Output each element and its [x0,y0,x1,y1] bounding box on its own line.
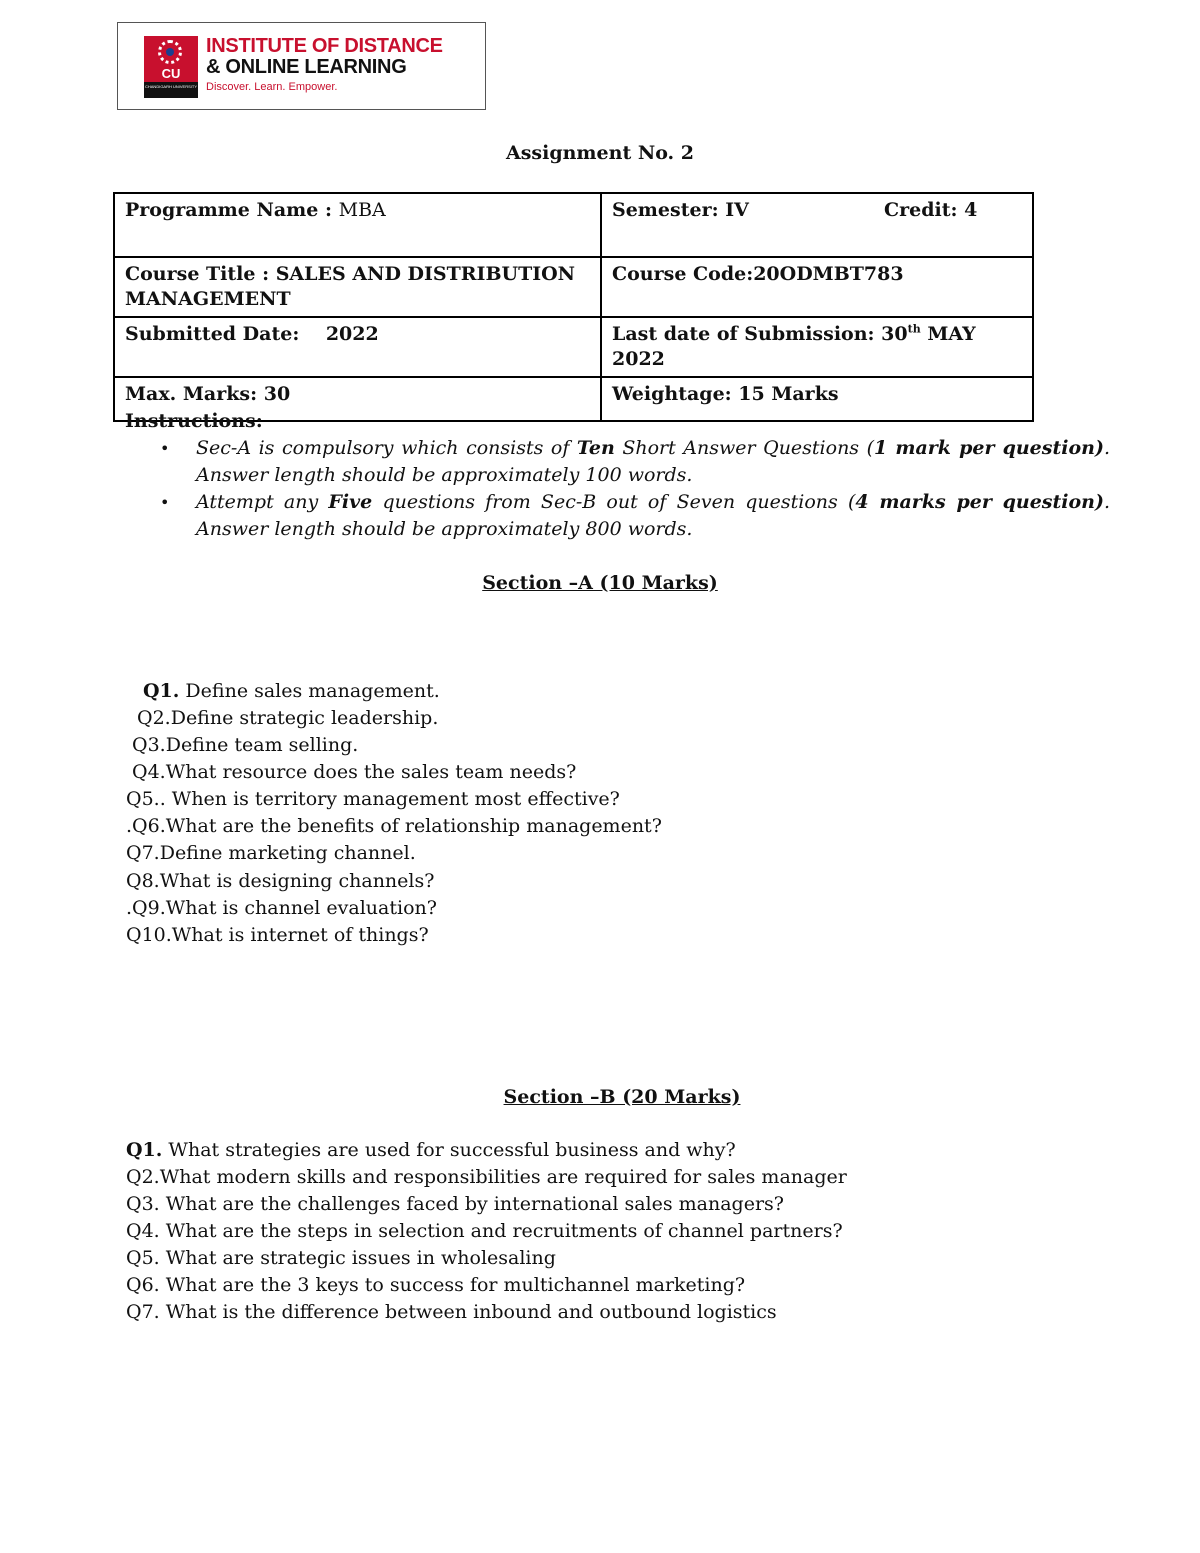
instruction-bold: 1 mark per question) [874,437,1104,459]
section-a-question: .Q9.What is channel evaluation? [126,897,437,919]
last-date-cell [601,317,1033,377]
logo-line2: & ONLINE LEARNING [206,56,407,78]
course-code-cell [601,257,1033,317]
section-a-question: Q7.Define marketing channel. [126,842,416,864]
programme-value: MBA [338,199,386,221]
section-a-question: Q5.. When is territory management most effective? [126,788,620,810]
section-b-question: Q3. What are the challenges faced by international sales managers? [126,1193,784,1215]
semester-credit-cell [601,193,1033,257]
section-b-question: Q4. What are the steps in selection and recruitments of channel partners? [126,1220,843,1242]
section-b-question: Q5. What are strategic issues in wholesaling [126,1247,556,1269]
logo-line1: INSTITUTE OF DISTANCE [206,35,443,57]
submitted-value: 2022 [325,323,379,345]
gear-emblem-icon [158,40,182,64]
max-marks: Max. Marks: 30 [125,383,291,405]
programme-cell [114,193,601,257]
last-date-suffix: MAY 2022 [612,323,976,370]
course-title-cell [114,257,601,317]
question-text: Define sales management. [179,680,440,702]
section-a-question [143,680,440,702]
info-row [114,317,1033,377]
section-a-question: Q3.Define team selling. [132,734,359,756]
university-emblem [144,36,198,98]
instruction-bold: 4 marks per question) [855,491,1104,513]
instruction-bold: Ten [576,437,615,459]
last-date-sup: th [907,322,921,336]
section-a-question: Q2.Define strategic leadership. [137,707,439,729]
course-title-line1: Course Title : SALES AND DISTRIBUTION [125,263,576,285]
info-row [114,193,1033,257]
instruction-item [160,489,1110,543]
instruction-text: . Answer length should be approximately 800 words. [196,491,1111,540]
emblem-subtext: CHANDIGARH UNIVERSITY [144,82,198,98]
emblem-text: CU [161,66,181,81]
instruction-text: . Answer length should be approximately 100 words. [196,437,1110,486]
question-label: Q1. [126,1139,163,1161]
instruction-text: Short Answer Questions ( [614,437,875,459]
logo-tagline: Discover. Learn. Empower. [206,81,338,93]
section-a-heading: Section –A (10 Marks) [482,572,718,594]
credit: Credit: 4 [884,199,978,221]
section-b-question: Q7. What is the difference between inbound and outbound logistics [126,1301,777,1323]
instruction-text: Sec-A is compulsory which consists of [196,437,577,459]
info-table [113,192,1034,422]
section-b-question: Q2.What modern skills and responsibilities are required for sales manager [126,1166,847,1188]
assignment-title: Assignment No. 2 [505,142,694,164]
instructions-label: Instructions: [125,410,263,432]
instruction-item [160,435,1110,489]
section-b-question: Q6. What are the 3 keys to success for multichannel marketing? [126,1274,746,1296]
course-code: Course Code:20ODMBT783 [612,263,904,285]
submitted-label: Submitted Date: [125,323,300,345]
programme-label: Programme Name : [125,199,332,221]
section-a-question: Q10.What is internet of things? [126,924,429,946]
course-title-line2: MANAGEMENT [125,288,291,310]
weightage-cell [601,377,1033,421]
info-row [114,257,1033,317]
section-a-question: Q4.What resource does the sales team needs? [132,761,577,783]
instruction-text: questions from Sec-B out of Seven questions ( [372,491,856,513]
section-b-heading: Section –B (20 Marks) [503,1086,741,1108]
last-date-prefix: Last date of Submission: 30 [612,323,908,345]
submitted-cell [114,317,601,377]
section-a-question: Q8.What is designing channels? [126,870,435,892]
instruction-bold: Five [328,491,373,513]
instruction-text: Attempt any [196,491,329,513]
instructions-list [160,435,1110,543]
weightage: Weightage: 15 Marks [612,383,839,405]
semester: Semester: IV [612,199,749,221]
question-text: What strategies are used for successful business and why? [162,1139,736,1161]
section-a-question: .Q6.What are the benefits of relationship management? [126,815,662,837]
institute-logo [117,22,486,110]
question-label: Q1. [143,680,180,702]
section-b-question [126,1139,736,1161]
